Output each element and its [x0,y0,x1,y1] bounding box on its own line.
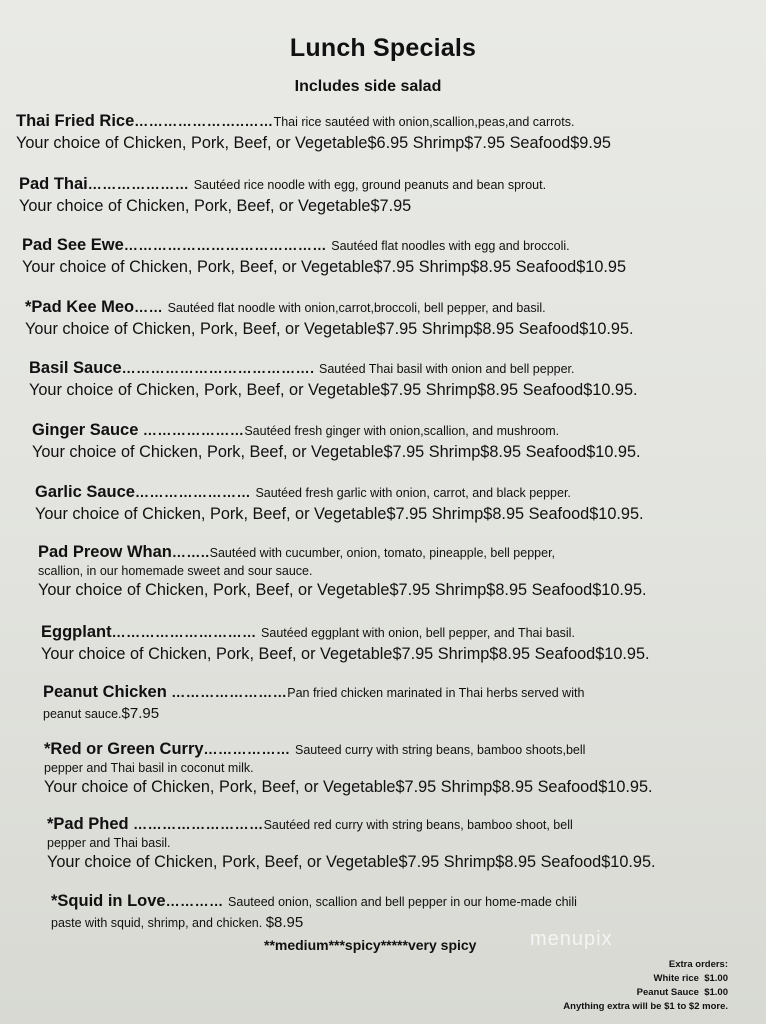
item-price-options: Your choice of Chicken, Pork, Beef, or Vegetable$7.95 [19,197,412,215]
item-price-options: Your choice of Chicken, Pork, Beef, or Vegetable$7.95 Shrimp$8.95 Seafood$10.95. [41,645,650,663]
item-description: Sautéed rice noodle with egg, ground peanuts and bean sprout. [193,178,547,192]
menu-item-pad-phed [47,814,747,873]
extra-order-label: Peanut Sauce [636,987,699,998]
item-description: Sautéed Thai basil with onion and bell pepper. [318,362,575,376]
menu-item-pad-kee-meo [25,297,725,340]
item-name: *Pad Kee Meo [25,298,135,316]
item-leader-dots: …………………………………. [121,360,315,376]
menu-item-red-or-green-curry [44,739,744,798]
item-price-options: Your choice of Chicken, Pork, Beef, or Vegetable$7.95 Shrimp$8.95 Seafood$10.95. [29,381,638,399]
extra-order-row [563,972,728,986]
item-leader-dots: …… [134,299,164,315]
item-leader-dots: ………………………… [111,624,257,640]
menu-item-peanut-chicken [43,682,743,725]
item-leader-dots: …………………… [134,484,251,500]
extra-order-price: $1.00 [704,973,728,984]
item-price-options: Your choice of Chicken, Pork, Beef, or Vegetable$6.95 Shrimp$7.95 Seafood$9.95 [16,134,611,152]
extra-order-row [563,986,728,1000]
item-name: *Squid in Love [51,892,166,910]
item-leader-dots: …………………..…… [134,113,274,129]
item-description: Sautéed fresh ginger with onion,scallion, and mushroom. [244,424,560,438]
watermark-logo: menupix [530,928,613,950]
item-leader-dots: …………………………………… [123,237,327,253]
item-name: Garlic Sauce [35,483,135,501]
page-subtitle: Includes side salad [294,78,442,95]
item-price-options: Your choice of Chicken, Pork, Beef, or Vegetable$7.95 Shrimp$8.95 Seafood$10.95. [47,853,656,871]
menu-item-ginger-sauce [32,420,732,463]
item-name: Basil Sauce [29,359,122,377]
item-name: Pad Thai [19,175,88,193]
item-description: Sautéed red curry with string beans, bamboo shoot, bell [263,818,573,832]
item-description: Sautéed with cucumber, onion, tomato, pineapple, bell pepper, [209,546,556,560]
page-title: Lunch Specials [289,34,477,62]
item-price-options: Your choice of Chicken, Pork, Beef, or Vegetable$7.95 Shrimp$8.95 Seafood$10.95. [44,778,653,796]
item-description-continued: paste with squid, shrimp, and chicken. [51,916,263,930]
menu-item-squid-in-love [51,891,751,934]
item-leader-dots: …….. [171,544,210,560]
extra-order-price: $1.00 [704,987,728,998]
item-description: Sautéed eggplant with onion, bell pepper, and Thai basil. [261,626,575,640]
menu-item-garlic-sauce [35,482,735,525]
item-name: Thai Fried Rice [16,112,135,130]
item-description-continued: peanut sauce. [43,707,122,721]
item-price-options: Your choice of Chicken, Pork, Beef, or Vegetable$7.95 Shrimp$8.95 Seafood$10.95 [22,258,627,276]
item-leader-dots: ………………… [142,422,245,438]
extra-orders [563,958,728,1014]
item-name: Pad Preow Whan [38,543,172,561]
extra-orders-note: Anything extra will be $1 to $2 more. [563,1001,728,1012]
item-price: $8.95 [265,914,304,931]
item-description: Pan fried chicken marinated in Thai herbs served with [287,686,585,700]
item-price: $7.95 [121,705,160,722]
item-name: Peanut Chicken [43,683,167,701]
item-description-continued: pepper and Thai basil in coconut milk. [44,761,254,775]
menu-item-pad-see-ewe [22,235,722,278]
item-description: Thai rice sautéed with onion,scallion,peas,and carrots. [273,115,575,129]
item-description-continued: scallion, in our homemade sweet and sour sauce. [38,564,313,578]
menu-item-pad-thai [19,174,719,217]
item-price-options: Your choice of Chicken, Pork, Beef, or Vegetable$7.95 Shrimp$8.95 Seafood$10.95. [25,320,634,338]
item-description: Sauteed onion, scallion and bell pepper in our home-made chili [228,895,577,909]
item-price-options: Your choice of Chicken, Pork, Beef, or Vegetable$7.95 Shrimp$8.95 Seafood$10.95. [35,505,644,523]
menu-item-eggplant [41,622,741,665]
item-leader-dots: ………… [165,893,224,909]
extra-order-label: White rice [653,973,699,984]
menu-item-thai-fried-rice [16,111,716,154]
menu-item-pad-preow-whan [38,542,738,601]
item-name: Eggplant [41,623,112,641]
item-name: Ginger Sauce [32,421,139,439]
item-price-options: Your choice of Chicken, Pork, Beef, or Vegetable$7.95 Shrimp$8.95 Seafood$10.95. [38,581,647,599]
item-description: Sautéed flat noodle with onion,carrot,broccoli, bell pepper, and basil. [167,301,546,315]
item-description: Sautéed flat noodles with egg and broccoli. [331,239,570,253]
extra-orders-title: Extra orders: [668,959,728,970]
item-name: Pad See Ewe [22,236,124,254]
item-description: Sauteed curry with string beans, bamboo shoots,bell [295,743,586,757]
item-leader-dots: ………………… [87,176,190,192]
item-price-options: Your choice of Chicken, Pork, Beef, or Vegetable$7.95 Shrimp$8.95 Seafood$10.95. [32,443,641,461]
item-leader-dots: ……………… [203,741,291,757]
item-description-continued: pepper and Thai basil. [47,836,171,850]
item-leader-dots: …………………… [171,684,288,700]
menu-item-basil-sauce [29,358,729,401]
item-name: *Pad Phed [47,815,129,833]
item-description: Sautéed fresh garlic with onion, carrot, and black pepper. [255,486,571,500]
item-name: *Red or Green Curry [44,740,204,758]
spice-legend: **medium***spicy*****very spicy [264,937,477,953]
item-leader-dots: ……………………… [133,816,264,832]
